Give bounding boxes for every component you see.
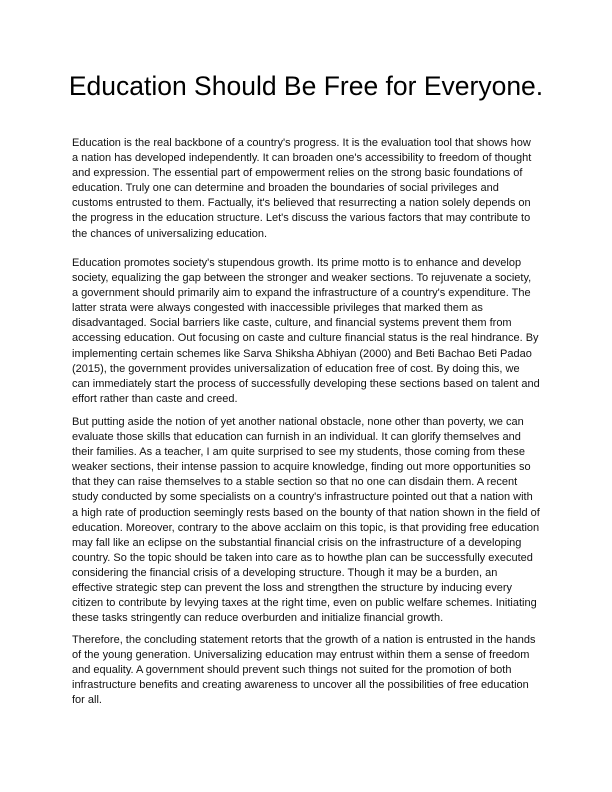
document-title: Education Should Be Free for Everyone.	[68, 71, 544, 101]
text-line: weaker sections, their intense passion to acquire knowledge, finding out more opportunities so	[72, 461, 531, 474]
text-line: these tasks stringently can reduce overburden and initialize financial growth.	[72, 612, 444, 625]
text-line: may fall like an eclipse on the substantial financial crisis on the infrastructure of a developing	[72, 536, 522, 549]
text-line: (2015), the government provides universalization of education free of cost. By doing this, we	[72, 362, 520, 375]
text-line: evaluate those skills that education can furnish in an individual. It can glorify themselves and	[72, 431, 521, 444]
text-line: considering the financial crisis of a developing structure. Though it may be a burden, an	[72, 566, 498, 579]
text-line: accessing education. Out focusing on caste and culture financial status is the real hindrance. By	[72, 332, 539, 345]
text-line: study conducted by some specialists on a country's infrastructure pointed out that a nation with	[72, 491, 533, 504]
text-line: society, equalizing the gap between the stronger and weaker sections. To rejuvenate a society,	[72, 272, 532, 285]
paragraph-poverty-obstacle	[72, 415, 552, 626]
text-line: and expression. The essential part of empowerment relies on the strong basic foundations of	[72, 167, 523, 180]
text-line: effective strategic step can prevent the loss and strengthen the structure by inducing every	[72, 582, 513, 595]
text-line: a nation has developed independently. It can broaden one's accessibility to freedom of thought	[72, 152, 532, 165]
text-line: the progress in the education structure. Let's discuss the various factors that may contribute to	[72, 212, 531, 225]
text-line: and equality. A government should prevent such things not suited for the promotion of both	[72, 664, 512, 677]
text-line: But putting aside the notion of yet another national obstacle, none other than poverty, we can	[72, 416, 524, 428]
text-line: for all.	[72, 694, 102, 707]
text-line: can immediately start the process of successfully developing these sections based on talent and	[72, 377, 540, 390]
text-line: citizen to contribute by levying taxes at the right time, even on public welfare schemes. Initiating	[72, 597, 537, 610]
text-line: latter strata were always congested with inaccessible privileges that marked them as	[72, 302, 483, 315]
text-line: Education is the real backbone of a country's progress. It is the evaluation tool that shows how	[72, 137, 531, 149]
text-line: infrastructure benefits and creating awareness to uncover all the possibilities of free education	[72, 679, 529, 692]
text-line: Education promotes society's stupendous growth. Its prime motto is to enhance and develop	[72, 257, 522, 269]
text-line: education. Moreover, contrary to the above acclaim on this topic, is that providing free education	[72, 521, 540, 534]
paragraph-society-growth	[72, 256, 552, 407]
text-line: the chances of universalizing education.	[72, 227, 268, 240]
text-line: their families. As a teacher, I am quite surprised to see my students, those coming from these	[72, 446, 526, 459]
text-line: Therefore, the concluding statement retorts that the growth of a nation is entrusted in the hands	[72, 634, 536, 646]
text-line: implementing certain schemes like Sarva Shiksha Abhiyan (2000) and Beti Bachao Beti Padao	[72, 347, 532, 360]
paragraph-introduction	[72, 136, 552, 242]
text-line: education. Truly one can determine and broaden the boundaries of social privileges and	[72, 182, 499, 195]
text-line: a government should primarily aim to expand the infrastructure of a country's expenditure. The	[72, 287, 531, 300]
text-line: of the young generation. Universalizing education may entrust within them a sense of freedom	[72, 649, 530, 662]
text-line: country. So the topic should be taken into care as to howthe plan can be successfully executed	[72, 551, 533, 564]
text-line: customs entrusted to them. Factually, it's believed that resurrecting a nation solely depends on	[72, 197, 531, 210]
paragraph-conclusion	[72, 633, 552, 708]
text-line: that they can raise themselves to a stable section so that no one can disdain them. A recent	[72, 476, 518, 489]
text-line: disadvantaged. Social barriers like caste, culture, and financial systems prevent them from	[72, 317, 512, 330]
text-line: effort rather than caste and creed.	[72, 392, 238, 405]
text-line: a high rate of production seemingly rests based on the bounty of that nation shown in the field of	[72, 506, 540, 519]
